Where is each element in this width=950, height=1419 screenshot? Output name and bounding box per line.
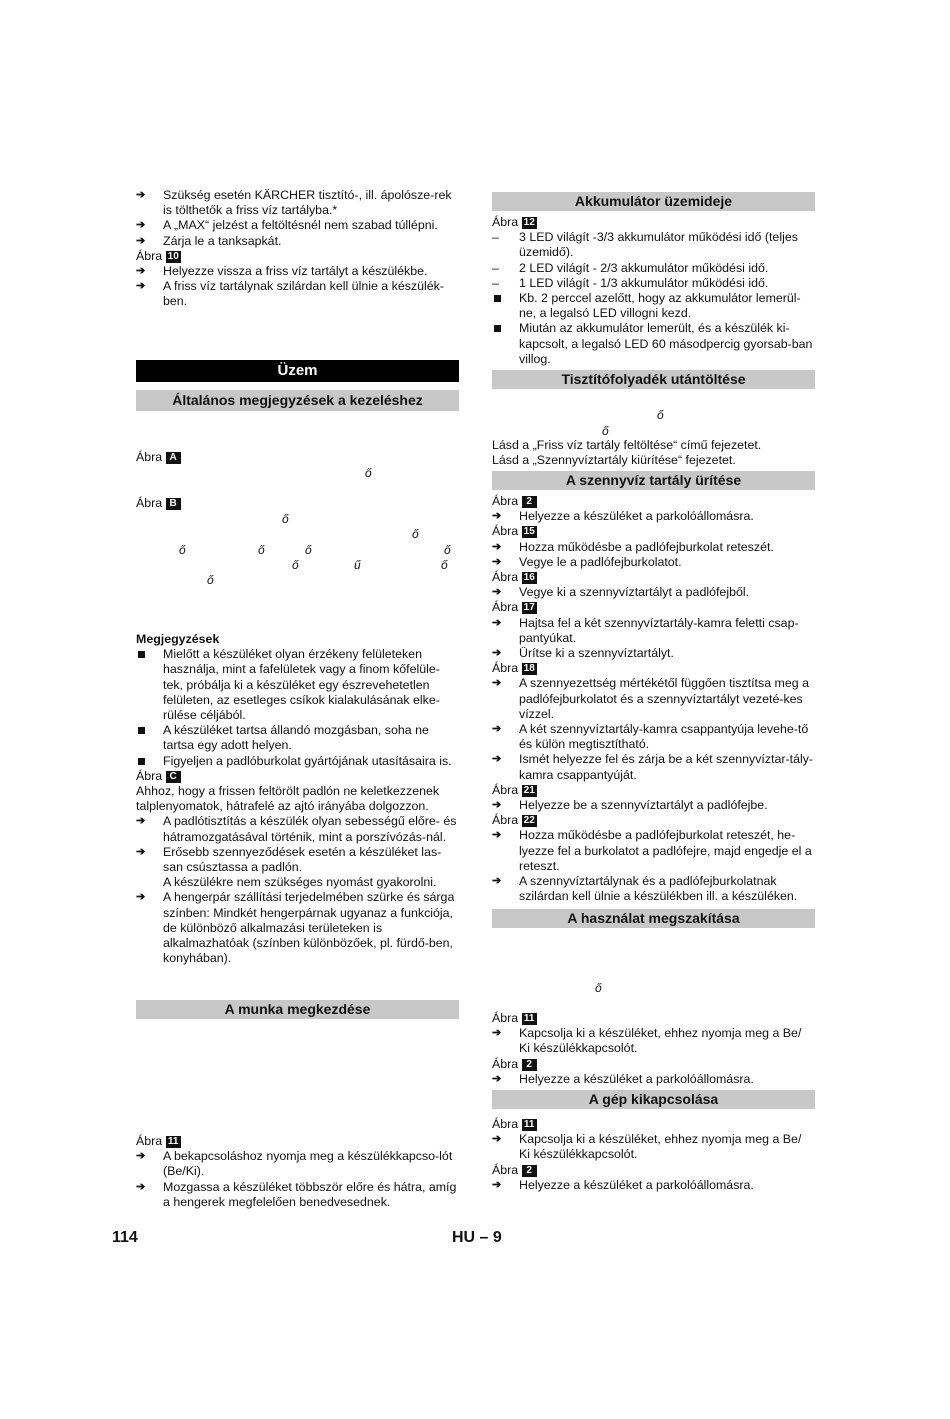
paragraph: A készülékre nem szükséges nyomást gyakorolni. <box>163 875 437 890</box>
notes-block <box>136 632 459 966</box>
list-item: ➔ Kapcsolja ki a készüléket, ehhez nyomja meg a Be/ Ki készülékkapcsolót. <box>492 1132 815 1162</box>
paragraph: Ahhoz, hogy a frissen feltörölt padlón ne keletkezzenek talplenyomatok, hátrafelé az ajtó irányába dolgozzon. <box>136 784 440 814</box>
stray-glyph: ő <box>595 981 602 995</box>
stray-glyph: ű <box>354 558 361 572</box>
list-item: ➔ A szennyezettség mértékétől függően tisztítsa meg a padlófejburkolatot és a szennyvíztartályt vezeté-kes vízzel. <box>492 676 815 722</box>
gep-block <box>492 1117 815 1193</box>
subsection-heading-szennyviz: A szennyvíz tartály ürítése <box>492 471 815 490</box>
subsection-heading-hasznalat: A használat megszakítása <box>492 909 815 928</box>
list-item: ➔ Zárja le a tanksapkát. <box>136 234 459 249</box>
figure-ref: Ábra 15 <box>492 524 535 539</box>
stray-glyph: ő <box>602 424 609 438</box>
figure-number-badge: 21 <box>523 784 535 796</box>
figure-ref: Ábra 18 <box>492 661 535 676</box>
list-item: ➔ Helyezze a készüléket a parkolóállomásra. <box>492 509 815 524</box>
list-item: ➔ A két szennyvíztartály-kamra csappantyúja levehe-tő és külön megtisztítható. <box>492 722 815 752</box>
szennyviz-block <box>492 494 815 904</box>
start-steps <box>136 1134 459 1210</box>
list-item: ➔ Erősebb szennyeződések esetén a készüléket las-san csúsztassa a padlón. <box>136 845 459 875</box>
figure-number-badge: 10 <box>167 250 179 262</box>
list-item: Miután az akkumulátor lemerült, és a készülék ki-kapcsolt, a legalsó LED 60 másodpercig gyorsab-ban villog. <box>492 321 815 367</box>
figure-ref: Ábra C <box>136 769 459 784</box>
section-heading-uzem: Üzem <box>136 360 459 382</box>
stray-glyph: ő <box>207 573 214 587</box>
figure-number-badge: A <box>166 452 181 464</box>
figure-ref: Ábra 16 <box>492 570 535 585</box>
list-item: – 3 LED világít -3/3 akkumulátor működési idő (teljes üzemidő). <box>492 230 815 260</box>
stray-glyph: ő <box>305 543 312 557</box>
stray-glyph: ő <box>365 466 372 480</box>
figure-ref: Ábra 10 <box>136 248 179 263</box>
figure-number-badge: 2 <box>522 1165 537 1177</box>
figure-ref: Ábra 12 <box>492 215 535 229</box>
figure-number-badge: 15 <box>523 526 535 538</box>
stray-glyph: ő <box>657 408 664 422</box>
stray-glyph: ő <box>258 543 265 557</box>
figure-ref: Ábra 11 <box>492 1117 815 1132</box>
stray-glyph: ő <box>412 527 419 541</box>
figure-ref: Ábra 2 <box>492 494 815 509</box>
list-item: ➔ A friss víz tartálynak szilárdan kell ülnie a készülék-ben. <box>136 279 459 309</box>
list-item: Kb. 2 perccel azelőtt, hogy az akkumulátor lemerül-ne, a legalsó LED villogni kezd. <box>492 291 815 321</box>
tisztito-block <box>492 438 815 468</box>
list-item: ➔ Ismét helyezze fel és zárja be a két szennyvíztar-tály-kamra csappantyúját. <box>492 752 815 782</box>
stray-glyph: ő <box>179 543 186 557</box>
figure-number-badge: 11 <box>522 1119 537 1131</box>
list-item: – 2 LED világít - 2/3 akkumulátor működési idő. <box>492 261 815 276</box>
list-item: A készüléket tartsa állandó mozgásban, soha ne tartsa egy adott helyen. <box>136 723 459 753</box>
list-item: ➔ A „MAX“ jelzést a feltöltésnél nem szabad túllépni. <box>136 218 459 233</box>
figure-ref: Ábra 21 <box>492 782 535 797</box>
list-item: ➔ Hozza működésbe a padlófejburkolat reteszét. <box>492 540 815 555</box>
list-item: ➔ A hengerpár szállítási terjedelmében szürke és sárga színben: Mindkét hengerpárnak ugyanaz a funkciója, de különböző alkalmazási területeken is alkalmazhatóak (színben különbözőek, pl. fürdő-ben, konyhában). <box>136 890 459 966</box>
stray-glyph: ő <box>444 543 451 557</box>
list-item: ➔ Helyezze vissza a friss víz tartályt a készülékbe. <box>136 264 459 279</box>
list-item: ➔ Helyezze a készüléket a parkolóállomásra. <box>492 1178 815 1193</box>
figure-ref: Ábra B <box>136 496 459 511</box>
list-item: ➔ A bekapcsoláshoz nyomja meg a készülékkapcso-lót (Be/Ki). <box>136 1149 459 1179</box>
figure-number-badge: B <box>166 498 181 510</box>
subsection-heading-akku: Akkumulátor üzemideje <box>492 192 815 211</box>
figure-number-badge: 11 <box>166 1136 181 1148</box>
list-item: ➔ Mozgassa a készüléket többször előre és hátra, amíg a hengerek megfelelően benedvesednek. <box>136 1180 459 1210</box>
figure-ref: Ábra A <box>136 450 459 465</box>
stray-glyph: ő <box>292 558 299 572</box>
subsection-heading-munka: A munka megkezdése <box>136 1000 459 1019</box>
figure-ref: Ábra 17 <box>492 600 535 615</box>
list-item: ➔ Hajtsa fel a két szennyvíztartály-kamra feletti csap-pantyúkat. <box>492 616 815 646</box>
stray-glyph: ő <box>282 512 289 526</box>
list-item: – 1 LED világít - 1/3 akkumulátor működési idő. <box>492 276 815 291</box>
page-number: 114 <box>112 1229 138 1246</box>
page-code: HU – 9 <box>452 1229 502 1246</box>
list-item: ➔ Vegye le a padlófejburkolatot. <box>492 555 815 570</box>
figure-number-badge: 22 <box>523 815 535 827</box>
subsection-heading-altalanos: Általános megjegyzések a kezeléshez <box>136 390 459 411</box>
figure-number-badge: 16 <box>523 572 535 584</box>
figure-number-badge: 2 <box>522 496 537 508</box>
list-item: ➔ Hozza működésbe a padlófejburkolat reteszét, he-lyezze fel a burkolatot a padlófejre, majd engedje el a reteszt. <box>492 828 815 874</box>
list-item: ➔ Helyezze a készüléket a parkolóállomásra. <box>492 1072 815 1087</box>
list-item: ➔ Szükség esetén KÄRCHER tisztító-, ill. ápolósze-rek is tölthetők a friss víz tartályba.* <box>136 188 459 218</box>
subsection-heading-gep: A gép kikapcsolása <box>492 1090 815 1109</box>
stray-glyph: ő <box>441 558 448 572</box>
list-item: ➔ Vegye ki a szennyvíztartályt a padlófejből. <box>492 585 815 600</box>
figure-number-badge: 12 <box>523 217 535 228</box>
list-item: ➔ Kapcsolja ki a készüléket, ehhez nyomja meg a Be/ Ki készülékkapcsolót. <box>492 1026 815 1056</box>
subsection-heading-tisztito: Tisztítófolyadék utántöltése <box>492 370 815 389</box>
figure-ref: Ábra 22 <box>492 813 535 828</box>
figure-ref: Ábra 2 <box>492 1163 815 1178</box>
figure-ref: Ábra 11 <box>492 1011 815 1026</box>
list-item: Mielőtt a készüléket olyan érzékeny felületeken használja, mint a fafelületek vagy a finom kőfelüle-tek, próbálja ki a készüléket egy észrevehetetlen felületen, az esetleges csíkok kialakulásának elke-rülése céljából. <box>136 647 459 723</box>
fill-steps <box>136 188 459 310</box>
list-item: Figyeljen a padlóburkolat gyártójának utasításaira is. <box>136 754 459 769</box>
akku-block <box>492 215 815 367</box>
list-item: ➔ A szennyvíztartálynak és a padlófejburkolatnak szilárdan kell ülnie a készülékben ill. a készüléken. <box>492 874 815 904</box>
figure-number-badge: 2 <box>522 1059 537 1071</box>
figure-number-badge: 17 <box>523 602 535 614</box>
figure-number-badge: 11 <box>522 1013 537 1025</box>
notes-heading: Megjegyzések <box>136 632 220 646</box>
hasznalat-block <box>492 1011 815 1087</box>
figure-number-badge: 18 <box>523 663 535 675</box>
list-item: ➔ Ürítse ki a szennyvíztartályt. <box>492 646 815 661</box>
figure-number-badge: C <box>166 771 181 783</box>
list-item: ➔ Helyezze be a szennyvíztartályt a padlófejbe. <box>492 798 815 813</box>
paragraph: Lásd a „Friss víz tartály feltöltése“ című fejezetet. <box>492 438 762 452</box>
figure-ref: Ábra 2 <box>492 1057 815 1072</box>
list-item: ➔ A padlótisztítás a készülék olyan sebességű előre- és hátramozgatásával történik, mint a porszívózás-nál. <box>136 814 459 844</box>
paragraph: Lásd a „Szennyvíztartály kiürítése“ fejezetet. <box>492 453 736 468</box>
figure-ref: Ábra 11 <box>136 1134 459 1149</box>
